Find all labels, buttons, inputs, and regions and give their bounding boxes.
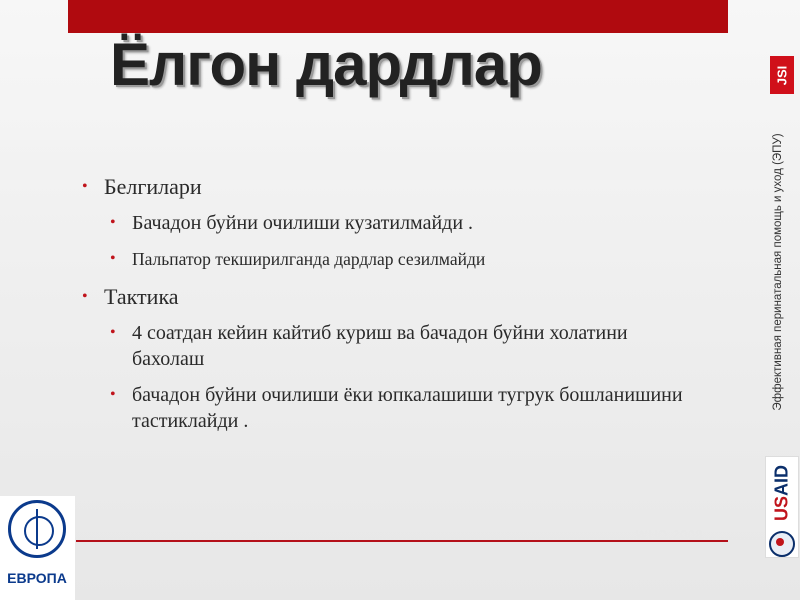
bullet-text: Белгилари	[104, 174, 202, 199]
bullet-icon: •	[110, 386, 116, 403]
bullet-icon: •	[82, 178, 88, 195]
usaid-logo	[765, 456, 799, 558]
jsi-logo	[770, 56, 794, 94]
bullet-item	[80, 172, 700, 202]
sub-bullet-item	[80, 210, 700, 236]
jsi-logo-text: JSI	[774, 65, 790, 85]
who-logo-label: ЕВРОПА	[7, 570, 67, 586]
bullet-text: бачадон буйни очилиши ёки юпкалашиши тугрук бошланишини тастиклайди .	[132, 384, 683, 432]
sub-bullet-item	[80, 246, 700, 272]
bullet-icon: •	[110, 250, 116, 267]
side-caption-text: Эффективная перинатальная помощь и уход (ЭПУ)	[772, 133, 784, 411]
bullet-icon: •	[110, 214, 116, 231]
bullet-icon: •	[110, 324, 116, 341]
sub-bullet-item	[80, 320, 700, 372]
footer-watermark: WHO 2008	[636, 528, 704, 542]
usaid-seal-icon	[769, 531, 795, 557]
sub-bullet-item	[80, 382, 700, 434]
slide-body	[80, 172, 700, 444]
bullet-text: Пальпатор текширилганда дардлар сезилмайди	[132, 249, 486, 269]
who-europe-logo	[0, 496, 75, 600]
bullet-item	[80, 282, 700, 312]
bullet-text: Тактика	[104, 284, 179, 309]
slide-title: Ёлгон дардлар	[110, 31, 542, 98]
bullet-text: Бачадон буйни очилиши кузатилмайди .	[132, 212, 474, 234]
bullet-icon: •	[82, 288, 88, 305]
who-emblem-icon	[8, 500, 66, 558]
usaid-logo-text: USAID	[771, 464, 792, 522]
bullet-text: 4 соатдан кейин кайтиб куриш ва бачадон буйни холатини бахолаш	[132, 322, 628, 370]
bottom-divider	[76, 540, 728, 542]
